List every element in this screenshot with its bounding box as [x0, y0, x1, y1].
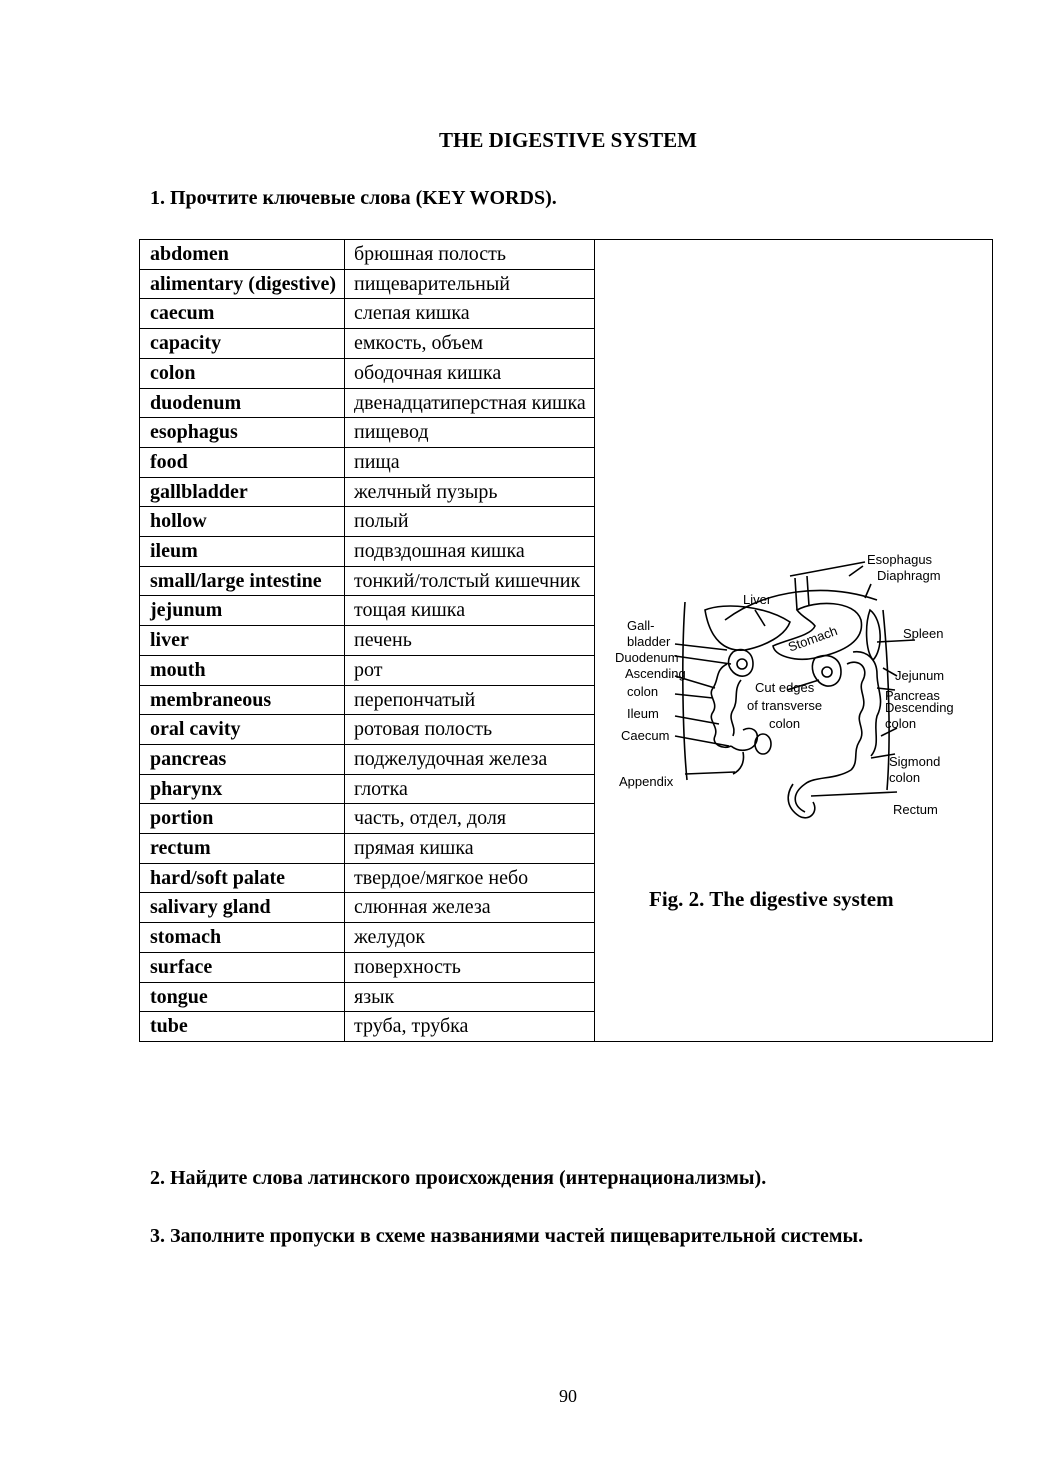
label-sigmond: Sigmond [889, 754, 941, 769]
label-spleen: Spleen [903, 626, 944, 641]
key-word-translation: труба, трубка [345, 1012, 595, 1042]
key-word-translation: слюнная железа [345, 893, 595, 923]
label-stomach: Stomach [786, 622, 840, 655]
label-liver: Liver [743, 592, 772, 607]
key-word-translation: желудок [345, 923, 595, 953]
key-word-term: pharynx [140, 774, 345, 804]
key-word-term: caecum [140, 299, 345, 329]
key-word-term: abdomen [140, 240, 345, 270]
digestive-system-diagram [615, 540, 955, 820]
key-word-translation: пищевод [345, 418, 595, 448]
key-word-term: membraneous [140, 685, 345, 715]
label-caecum: Caecum [621, 728, 670, 743]
label-descending: Descending [885, 700, 954, 715]
label-descending-colon: colon [885, 716, 917, 731]
label-bladder: bladder [627, 634, 671, 649]
key-word-term: mouth [140, 655, 345, 685]
label-duodenum: Duodenum [615, 650, 679, 665]
label-ascending: Ascending [625, 666, 686, 681]
label-rectum: Rectum [893, 802, 938, 817]
task-2-heading: 2. Найдите слова латинского происхождения (интернационализмы). [150, 1167, 767, 1189]
table-row [140, 240, 993, 270]
label-cut-edges: Cut edges [755, 680, 815, 695]
label-diaphragm: Diaphragm [877, 568, 941, 583]
label-of-transverse: of transverse [747, 698, 823, 713]
key-word-term: portion [140, 804, 345, 834]
page-number: 90 [559, 1386, 577, 1406]
key-word-term: gallbladder [140, 477, 345, 507]
key-word-term: tongue [140, 982, 345, 1012]
key-word-translation: подвздошная кишка [345, 537, 595, 567]
label-esophagus: Esophagus [867, 552, 933, 567]
key-word-translation: рот [345, 655, 595, 685]
key-word-term: ileum [140, 537, 345, 567]
task-1-heading: 1. Прочтите ключевые слова (KEY WORDS). [150, 187, 557, 209]
key-word-translation: пищеварительный [345, 269, 595, 299]
key-word-term: duodenum [140, 388, 345, 418]
label-ascending-colon: colon [627, 684, 659, 699]
key-words-table [139, 239, 993, 1042]
key-word-translation: печень [345, 626, 595, 656]
label-sigmond-colon: colon [889, 770, 921, 785]
key-word-translation: тощая кишка [345, 596, 595, 626]
key-word-translation: желчный пузырь [345, 477, 595, 507]
key-word-term: colon [140, 358, 345, 388]
key-word-translation: поджелудочная железа [345, 744, 595, 774]
key-word-term: liver [140, 626, 345, 656]
figure-caption: Fig. 2. The digestive system [649, 887, 894, 911]
key-word-term: oral cavity [140, 715, 345, 745]
key-word-term: esophagus [140, 418, 345, 448]
key-word-translation: ротовая полость [345, 715, 595, 745]
figure-cell [595, 240, 993, 1042]
key-word-translation: язык [345, 982, 595, 1012]
page-title: THE DIGESTIVE SYSTEM [439, 128, 697, 152]
key-word-term: hard/soft palate [140, 863, 345, 893]
key-word-translation: перепончатый [345, 685, 595, 715]
label-gall: Gall- [627, 618, 655, 633]
key-word-translation: полый [345, 507, 595, 537]
key-word-translation: прямая кишка [345, 834, 595, 864]
label-transverse-colon: colon [769, 716, 801, 731]
key-word-term: capacity [140, 329, 345, 359]
key-word-translation: тонкий/толстый кишечник [345, 566, 595, 596]
key-word-term: salivary gland [140, 893, 345, 923]
key-word-translation: поверхность [345, 952, 595, 982]
key-word-translation: часть, отдел, доля [345, 804, 595, 834]
key-word-term: small/large intestine [140, 566, 345, 596]
key-word-translation: двенадцатиперстная кишка [345, 388, 595, 418]
key-word-term: pancreas [140, 744, 345, 774]
key-word-term: rectum [140, 834, 345, 864]
key-word-term: surface [140, 952, 345, 982]
key-word-translation: глотка [345, 774, 595, 804]
key-word-translation: емкость, объем [345, 329, 595, 359]
key-word-translation: пища [345, 447, 595, 477]
label-pancreas: Pancreas [885, 688, 940, 703]
key-word-term: jejunum [140, 596, 345, 626]
key-word-translation: ободочная кишка [345, 358, 595, 388]
label-appendix: Appendix [619, 774, 674, 789]
key-word-term: hollow [140, 507, 345, 537]
key-word-term: alimentary (digestive) [140, 269, 345, 299]
key-word-translation: слепая кишка [345, 299, 595, 329]
label-jejunum: Jejunum [895, 668, 945, 683]
key-word-term: tube [140, 1012, 345, 1042]
key-word-term: stomach [140, 923, 345, 953]
key-word-term: food [140, 447, 345, 477]
label-ileum: Ileum [627, 706, 659, 721]
key-word-translation: твердое/мягкое небо [345, 863, 595, 893]
task-3-heading: 3. Заполните пропуски в схеме названиями частей пищеварительной системы. [150, 1225, 864, 1247]
key-word-translation: брюшная полость [345, 240, 595, 270]
